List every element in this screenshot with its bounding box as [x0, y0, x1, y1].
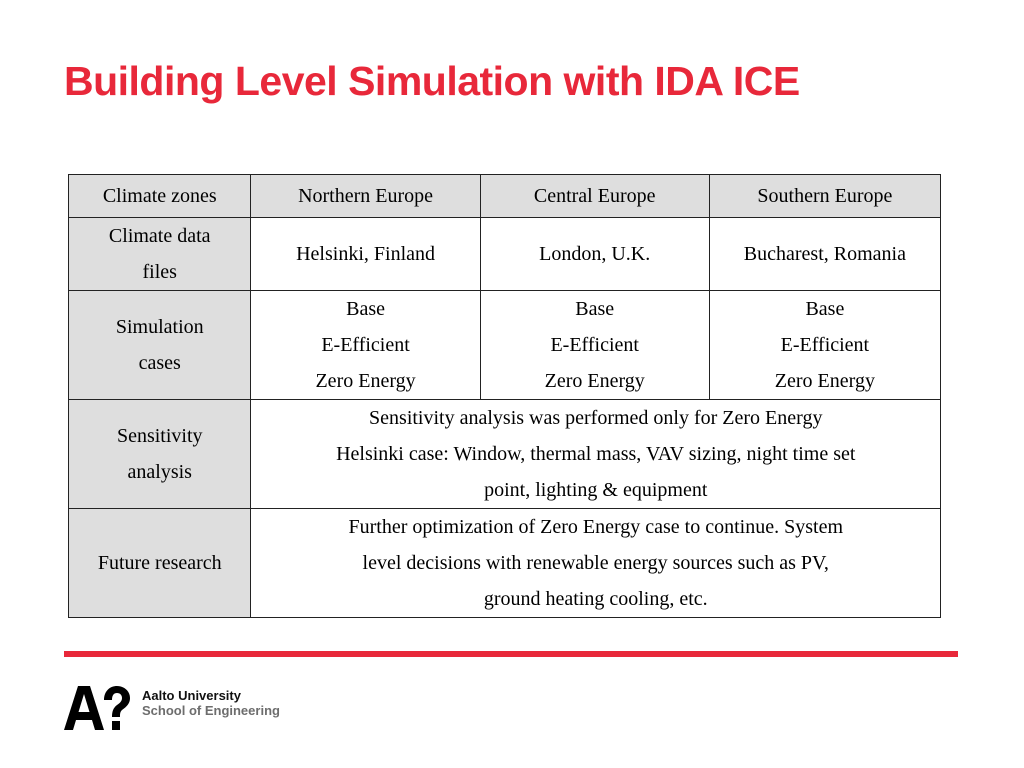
header-cell-central-europe: Central Europe	[480, 175, 709, 218]
aalto-a-question-mark-icon	[64, 686, 130, 730]
aalto-logo	[64, 686, 324, 734]
footer-divider	[64, 651, 958, 657]
row-label-line: files	[142, 261, 177, 283]
school-name: School of Engineering	[142, 703, 280, 718]
row-label-future-research: Future research	[69, 509, 251, 618]
row-label-line: cases	[138, 352, 181, 374]
slide-title: Building Level Simulation with IDA ICE	[64, 58, 800, 104]
case-item: Zero Energy	[315, 370, 416, 392]
cell-future-research-description	[251, 509, 941, 618]
header-cell-southern-europe: Southern Europe	[709, 175, 940, 218]
row-label-sensitivity-analysis	[69, 400, 251, 509]
cell-cases-northern	[251, 291, 480, 400]
description-line: level decisions with renewable energy sources such as PV,	[362, 552, 829, 574]
description-line: Further optimization of Zero Energy case to continue. System	[348, 516, 843, 538]
description-line: point, lighting & equipment	[484, 479, 708, 501]
table-row-future-research	[69, 509, 941, 618]
case-item: E-Efficient	[550, 334, 639, 356]
header-cell-northern-europe: Northern Europe	[251, 175, 480, 218]
cell-bucharest: Bucharest, Romania	[709, 218, 940, 291]
row-label-climate-data-files	[69, 218, 251, 291]
description-line: ground heating cooling, etc.	[483, 588, 708, 610]
university-name: Aalto University	[142, 688, 241, 703]
cell-cases-central	[480, 291, 709, 400]
row-label-line: Climate data	[108, 225, 211, 247]
description-line: Sensitivity analysis was performed only for Zero Energy	[369, 407, 823, 429]
case-item: Base	[575, 298, 615, 320]
case-item: Base	[805, 298, 845, 320]
cell-cases-southern	[709, 291, 940, 400]
climate-simulation-table	[68, 174, 941, 618]
table-row-simulation-cases	[69, 291, 941, 400]
table-header-row	[69, 175, 941, 218]
cell-helsinki: Helsinki, Finland	[251, 218, 480, 291]
logo-text	[142, 688, 280, 718]
case-item: E-Efficient	[780, 334, 870, 356]
case-item: Zero Energy	[774, 370, 875, 392]
row-label-simulation-cases	[69, 291, 251, 400]
description-line: Helsinki case: Window, thermal mass, VAV sizing, night time set	[336, 443, 856, 465]
table-row-sensitivity-analysis	[69, 400, 941, 509]
case-item: Zero Energy	[544, 370, 645, 392]
table-row-climate-data-files	[69, 218, 941, 291]
row-label-line: analysis	[127, 461, 192, 483]
row-label-line: Simulation	[115, 316, 204, 338]
cell-london: London, U.K.	[480, 218, 709, 291]
row-label-line: Sensitivity	[116, 425, 203, 447]
case-item: E-Efficient	[321, 334, 410, 356]
case-item: Base	[346, 298, 385, 320]
header-cell-climate-zones: Climate zones	[69, 175, 251, 218]
cell-sensitivity-description	[251, 400, 941, 509]
